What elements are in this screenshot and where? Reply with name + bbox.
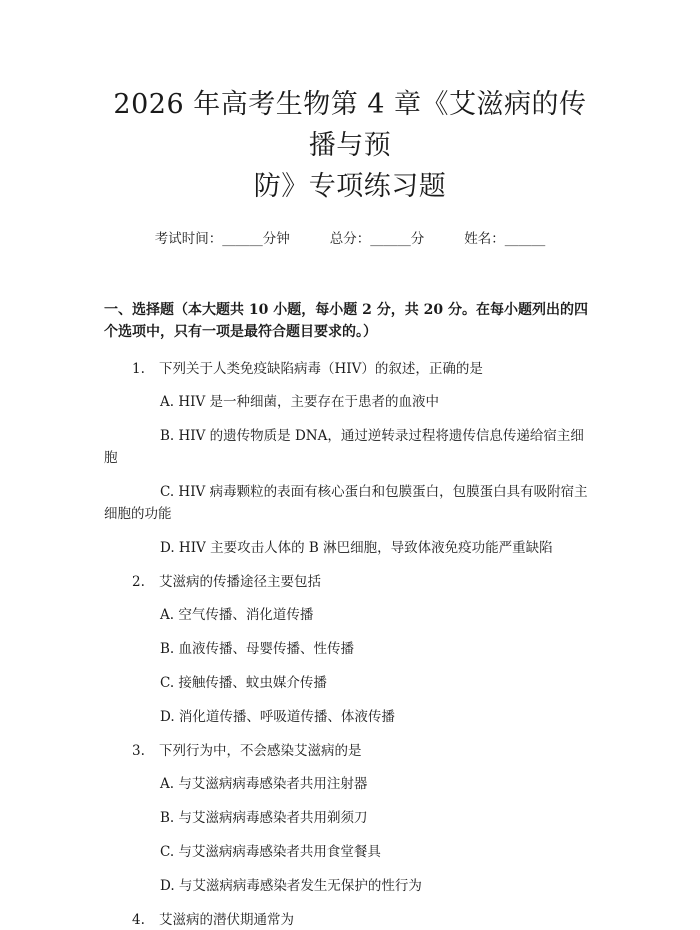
- question-2: [104, 572, 596, 592]
- question-stem: 下列行为中，不会感染艾滋病的是: [159, 743, 362, 759]
- question-3-option-d: D. 与艾滋病病毒感染者发生无保护的性行为: [160, 878, 422, 894]
- question-number: 1.: [132, 361, 145, 377]
- question-2-option-d: D. 消化道传播、呼吸道传播、体液传播: [160, 709, 395, 725]
- question-1-option-d: D. HIV 主要攻击人体的 B 淋巴细胞，导致体液免疫功能严重缺陷: [160, 540, 553, 556]
- exam-title: [104, 84, 596, 207]
- question-3: [104, 741, 596, 761]
- question-2-option-a: A. 空气传播、消化道传播: [160, 607, 314, 623]
- question-2-option-c: C. 接触传播、蚊虫媒介传播: [160, 675, 327, 691]
- question-3-option-a: A. 与艾滋病病毒感染者共用注射器: [160, 776, 368, 792]
- question-stem: 下列关于人类免疫缺陷病毒（HIV）的叙述，正确的是: [159, 361, 483, 377]
- total-score-field: 总分：______分: [329, 231, 425, 247]
- question-number: 3.: [132, 743, 145, 759]
- student-name-field: 姓名：______: [464, 231, 546, 247]
- question-1-option-b: B. HIV 的遗传物质是 DNA，通过逆转录过程将遗传信息传递给宿主细胞: [104, 428, 584, 466]
- question-3-option-c: C. 与艾滋病病毒感染者共用食堂餐具: [160, 844, 381, 860]
- exam-meta: [104, 229, 596, 249]
- question-3-option-b: B. 与艾滋病病毒感染者共用剃须刀: [160, 810, 368, 826]
- exam-time-field: 考试时间：______分钟: [154, 231, 290, 247]
- question-number: 4.: [132, 912, 145, 928]
- question-2-option-b: B. 血液传播、母婴传播、性传播: [160, 641, 355, 657]
- exam-title-line-2: 防》专项练习题: [253, 171, 447, 202]
- question-1: [104, 359, 596, 379]
- question-4: [104, 910, 596, 930]
- question-stem: 艾滋病的潜伏期通常为: [159, 912, 294, 928]
- section-heading: 一、选择题（本大题共 10 小题，每小题 2 分，共 20 分。在每小题列出的四个选项中，只有一项是最符合题目要求的。）: [104, 302, 588, 340]
- question-number: 2.: [132, 574, 145, 590]
- question-1-option-c: C. HIV 病毒颗粒的表面有核心蛋白和包膜蛋白，包膜蛋白具有吸附宿主细胞的功能: [104, 484, 588, 522]
- exam-title-line-1: 2026 年高考生物第 4 章《艾滋病的传播与预: [113, 89, 587, 161]
- question-stem: 艾滋病的传播途径主要包括: [159, 574, 321, 590]
- question-1-option-a: A. HIV 是一种细菌，主要存在于患者的血液中: [160, 394, 439, 410]
